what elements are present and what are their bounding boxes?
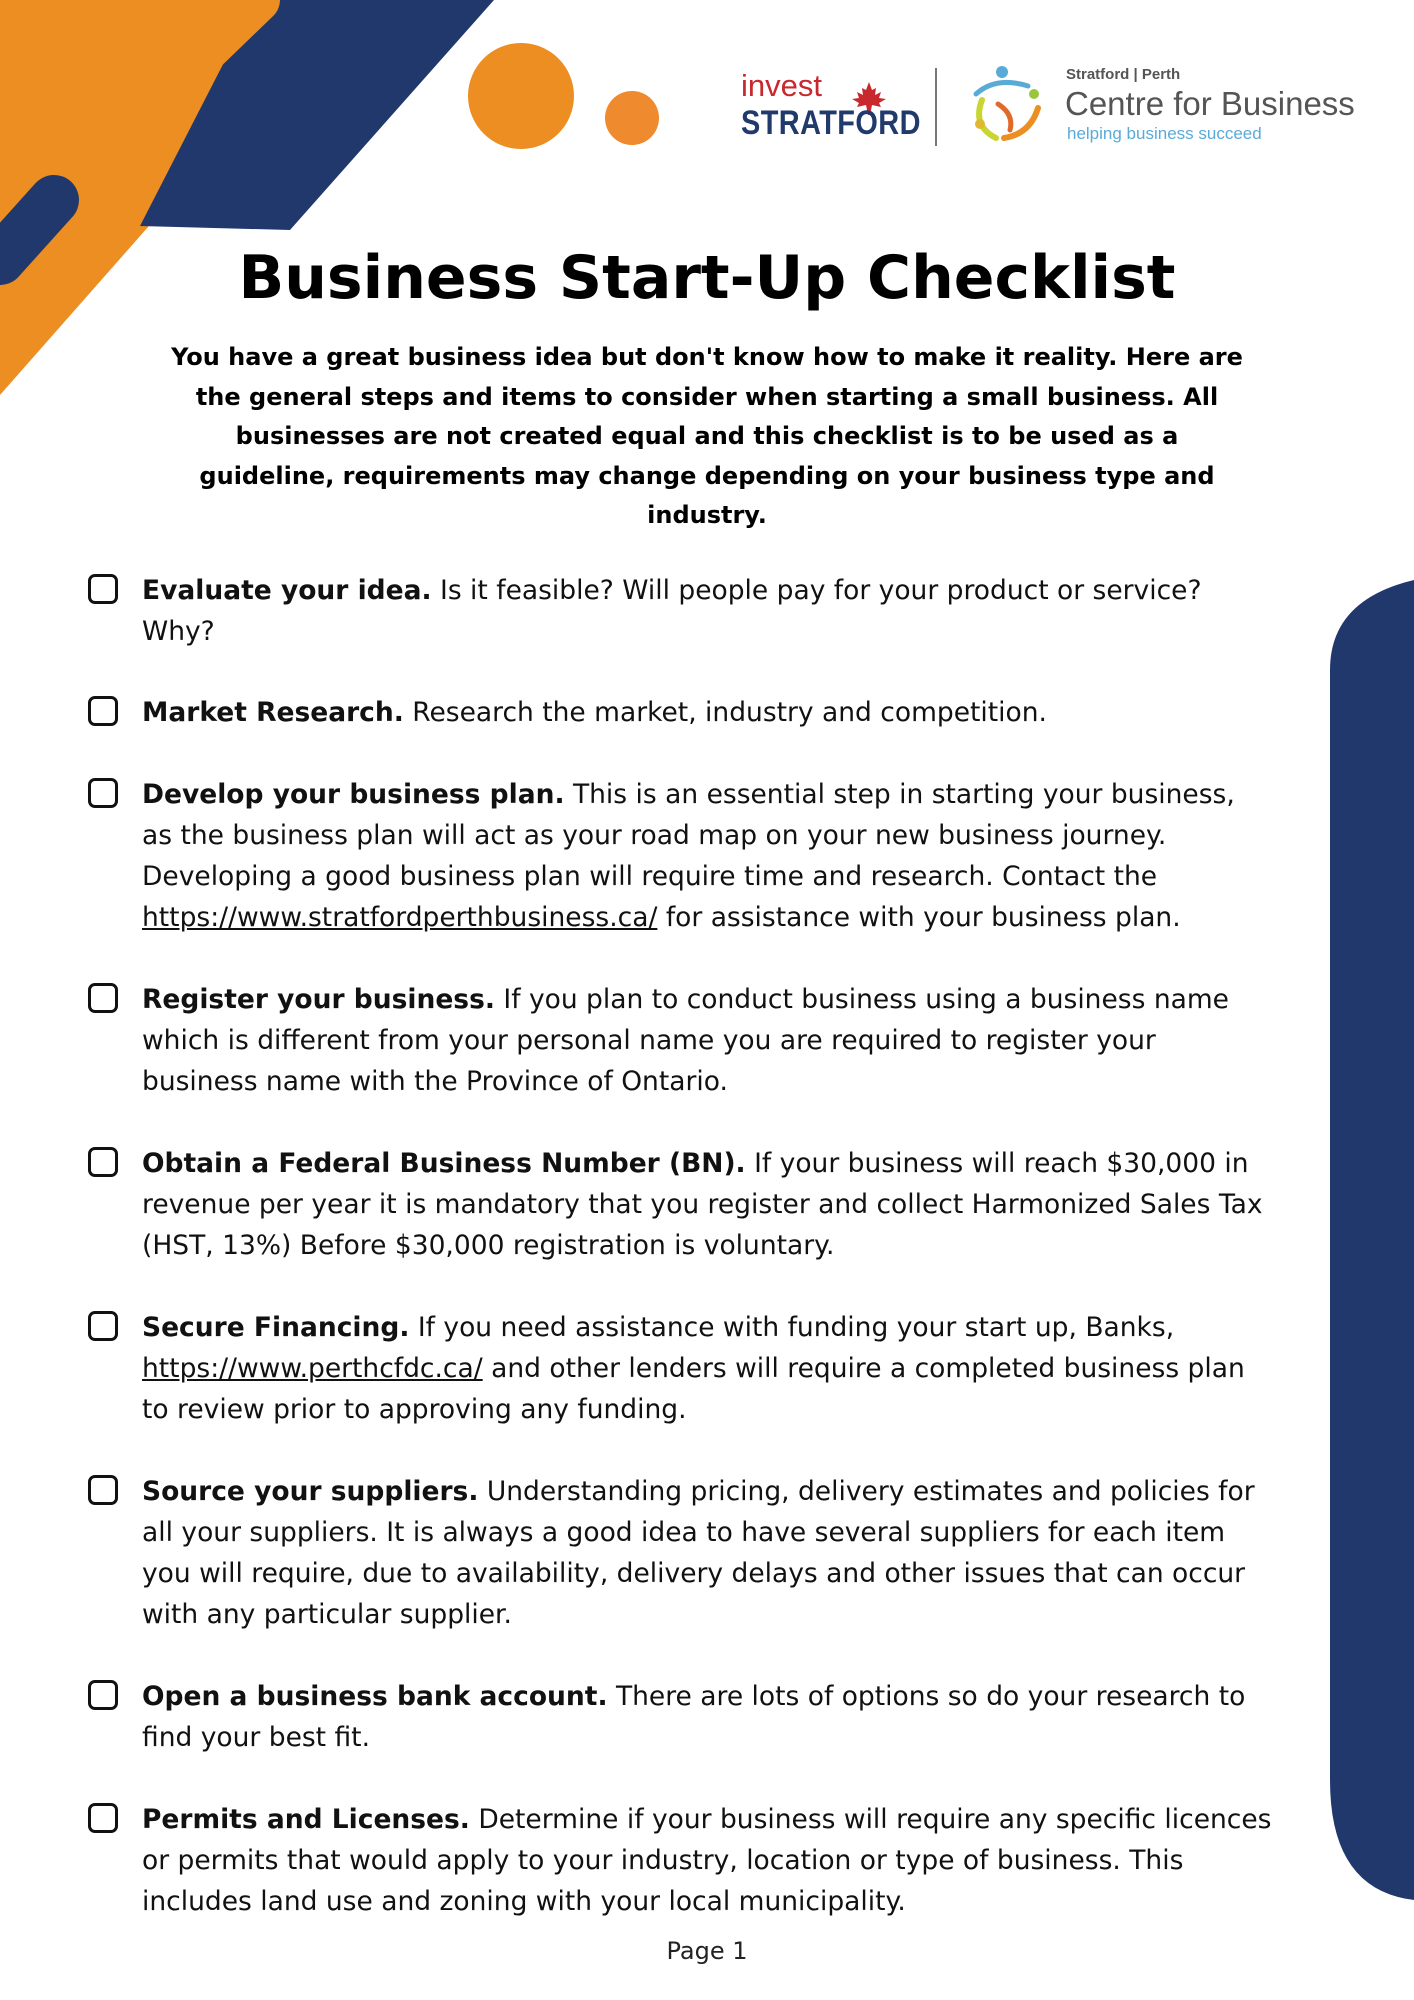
header-logos	[738, 58, 1388, 158]
item-text: There are lots of options so do your research to find your best fit.	[142, 1681, 1246, 1753]
stratford-word: STRATFORD	[741, 104, 921, 142]
item-heading: Evaluate your idea.	[142, 575, 432, 606]
page-number: Page 1	[666, 1937, 748, 1965]
cfb-location: Stratford | Perth	[1066, 66, 1181, 83]
item-heading: Develop your business plan.	[142, 779, 565, 810]
item-heading: Secure Financing.	[142, 1312, 410, 1343]
checkbox[interactable]	[88, 1803, 118, 1833]
cfb-tagline: helping business succeed	[1067, 124, 1262, 143]
stratford-perth-business-link[interactable]: https://www.stratfordperthbusiness.ca/	[142, 902, 658, 933]
decorative-side-tab	[1330, 580, 1414, 1900]
item-heading: Permits and Licenses.	[142, 1804, 470, 1835]
checkbox[interactable]	[88, 1311, 118, 1341]
item-heading: Obtain a Federal Business Number (BN).	[142, 1148, 746, 1179]
intro-paragraph: You have a great business idea but don't know how to make it reality. Here are the general steps and items to consider when starting a small business. All businesses are not created equal and this checklist is to be used as a guideline, requirements may change depending on your business type and industry.	[171, 343, 1243, 529]
checkbox[interactable]	[88, 983, 118, 1013]
item-heading: Market Research.	[142, 697, 404, 728]
item-text: Understanding pricing, delivery estimates and policies for all your suppliers. It is always a good idea to have several suppliers for each item you will require, due to availability, delivery delays and other issues that can occur with any particular supplier.	[142, 1476, 1255, 1630]
checkbox[interactable]	[88, 696, 118, 726]
checkbox[interactable]	[88, 1475, 118, 1505]
item-text-after: and other lenders will require a completed business plan to review prior to approving any funding.	[142, 1353, 1245, 1425]
item-text: This is an essential step in starting your business, as the business plan will act as your road map on your new business journey. Developing a good business plan will require time and research. Contact the	[142, 779, 1235, 892]
item-text: Is it feasible? Will people pay for your product or service? Why?	[142, 575, 1202, 647]
checkbox[interactable]	[88, 778, 118, 808]
item-text: If your business will reach $30,000 in revenue per year it is mandatory that you register and collect Harmonized Sales Tax (HST, 13%) Before $30,000 registration is voluntary.	[142, 1148, 1263, 1261]
item-text: Determine if your business will require any specific licences or permits that would apply to your industry, location or type of business. This includes land use and zoning with your local municipality.	[142, 1804, 1272, 1917]
invest-stratford-logo	[741, 68, 921, 158]
logo-divider	[935, 68, 937, 146]
item-heading: Register your business.	[142, 984, 495, 1015]
people-swirl-icon	[968, 64, 1052, 148]
item-text-after: for assistance with your business plan.	[665, 902, 1181, 933]
cfb-name: Centre for Business	[1065, 85, 1355, 122]
item-heading: Open a business bank account.	[142, 1681, 608, 1712]
invest-word: invest	[741, 68, 822, 103]
item-text: If you plan to conduct business using a business name which is different from your personal name you are required to register your business name with the Province of Ontario.	[142, 984, 1229, 1097]
item-heading: Source your suppliers.	[142, 1476, 479, 1507]
item-text: Research the market, industry and competition.	[412, 697, 1047, 728]
perth-cfdc-link[interactable]: https://www.perthcfdc.ca/	[142, 1353, 483, 1384]
page-title: Business Start-Up Checklist	[238, 243, 1176, 313]
item-text: If you need assistance with funding your start up, Banks,	[417, 1312, 1175, 1343]
checkbox[interactable]	[88, 1147, 118, 1177]
checkbox[interactable]	[88, 574, 118, 604]
checkbox[interactable]	[88, 1680, 118, 1710]
